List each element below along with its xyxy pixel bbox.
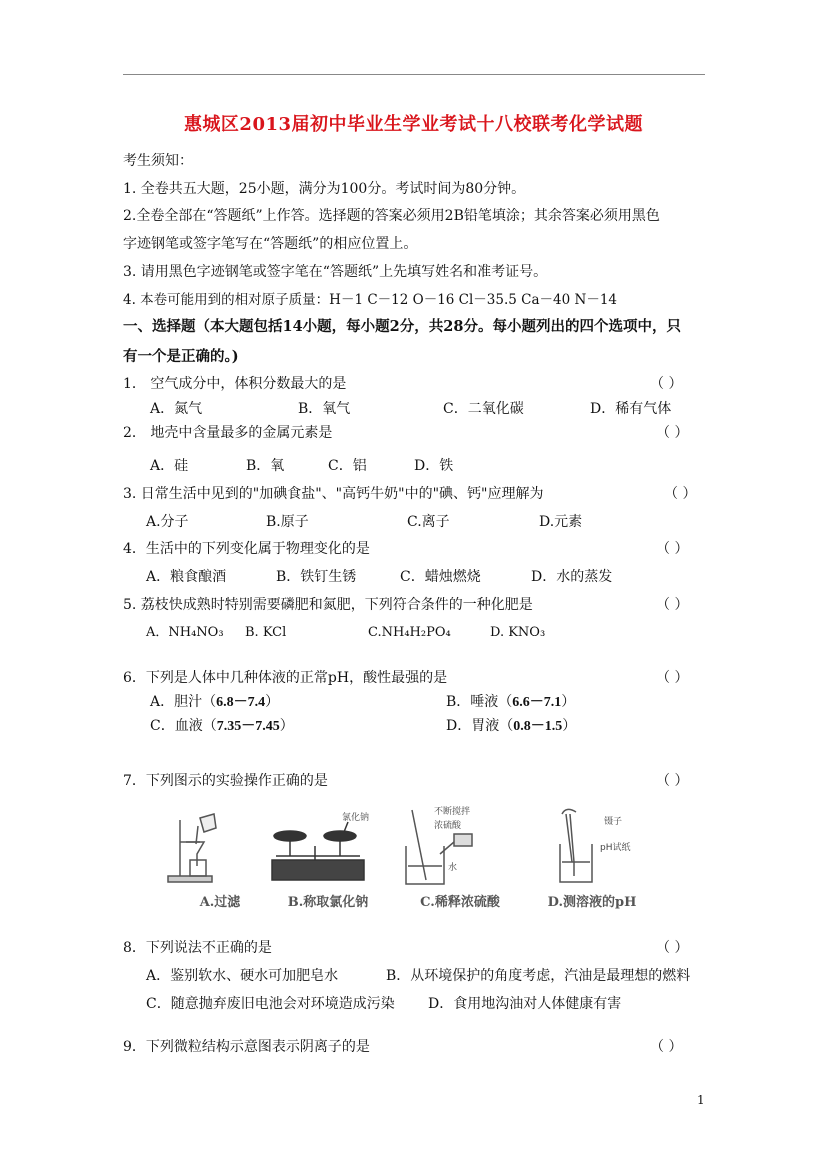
question-stem: 2． 地壳中含量最多的金属元素是 (123, 425, 333, 441)
option: B.原子 (266, 514, 309, 530)
question-stem: 8．下列说法不正确的是 (123, 940, 272, 956)
notice-item: 字迹钢笔或签字笔写在“答题纸”的相应位置上。 (123, 236, 418, 252)
notice-item: 4. 本卷可能用到的相对原子质量：H－1 C－12 O－16 Cl－35.5 Ca－40 N－14 (123, 292, 617, 308)
answer-blank[interactable]: （ ） (656, 541, 689, 557)
figure-ph-test (532, 806, 652, 910)
figure-dilution (400, 806, 520, 910)
answer-blank[interactable]: （ ） (656, 670, 689, 686)
option: B．从环境保护的角度考虑，汽油是最理想的燃料 (386, 968, 691, 984)
question-stem: 4．生活中的下列变化属于物理变化的是 (123, 541, 370, 557)
option: A．硅 (150, 458, 189, 474)
answer-blank[interactable]: （ ） (664, 486, 697, 502)
question-stem: 9．下列微粒结构示意图表示阴离子的是 (123, 1039, 370, 1055)
answer-blank[interactable]: （ ） (650, 376, 683, 392)
tweezers-label: 镊子 (604, 817, 623, 827)
option: C.NH₄H₂PO₄ (368, 625, 451, 640)
filtration-drawing (160, 806, 280, 890)
section-heading-cont: 有一个是正确的。) (123, 348, 239, 365)
notice-item: 3. 请用黑色字迹钢笔或签字笔在“答题纸”上先填写姓名和准考证号。 (123, 264, 548, 280)
option: C.离子 (407, 514, 450, 530)
figure-caption: B.称取氯化钠 (287, 895, 369, 910)
option: C．血液（7.35－7.45） (150, 718, 294, 734)
question-stem: 5. 荔枝快成熟时特别需要磷肥和氮肥，下列符合条件的一种化肥是 (123, 597, 533, 613)
option: A．粮食酿酒 (146, 569, 227, 585)
option: B．唾液（6.6－7.1） (446, 694, 576, 710)
option: A．胆汁（6.8－7.4） (150, 694, 280, 710)
option: D．水的蒸发 (531, 569, 613, 585)
notice-item: 2.全卷全部在“答题纸”上作答。选择题的答案必须用2B铅笔填涂；其余答案必须用黑色 (123, 208, 660, 224)
answer-blank[interactable]: （ ） (656, 597, 689, 613)
acid-label: 浓硫酸 (434, 821, 462, 831)
option: B．氧气 (298, 401, 351, 417)
figure-caption: C.稀释浓硫酸 (420, 895, 500, 910)
answer-blank[interactable]: （ ） (656, 940, 689, 956)
notice-heading: 考生须知： (123, 153, 193, 169)
option: B．铁钉生锈 (276, 569, 357, 585)
reagent-label: 氯化钠 (342, 813, 370, 823)
option: D．稀有气体 (590, 401, 672, 417)
water-label: 水 (448, 863, 458, 873)
option: A．鉴别软水、硬水可加肥皂水 (146, 968, 339, 984)
answer-blank[interactable]: （ ） (656, 773, 689, 789)
dilution-drawing (400, 806, 520, 890)
balance-drawing (268, 806, 388, 890)
question-stem: 3. 日常生活中见到的"加碘食盐"、"高钙牛奶"中的"碘、钙"应理解为 (123, 486, 544, 502)
figure-filtration (160, 806, 280, 910)
option: C．随意抛弃废旧电池会对环境造成污染 (146, 996, 395, 1012)
option: A.分子 (146, 514, 189, 530)
figure-balance (268, 806, 388, 910)
option: B. KCl (245, 625, 287, 640)
option: A．氮气 (150, 401, 203, 417)
experiment-figures (160, 806, 660, 910)
option: C．蜡烛燃烧 (400, 569, 481, 585)
option: D. KNO₃ (490, 625, 546, 640)
question-stem: 6．下列是人体中几种体液的正常pH，酸性最强的是 (123, 670, 448, 686)
option: C．铝 (328, 458, 367, 474)
option: D．食用地沟油对人体健康有害 (428, 996, 622, 1012)
option: D．铁 (414, 458, 454, 474)
option: D．胃液（0.8－1.5） (446, 718, 577, 734)
page-number: 1 (697, 1093, 705, 1107)
exam-title: 惠城区2013届初中毕业生学业考试十八校联考化学试题 (183, 114, 644, 135)
stirring-label: 不断搅拌 (434, 807, 471, 817)
notice-item: 1. 全卷共五大题，25小题，满分为100分。考试时间为80分钟。 (123, 181, 526, 197)
option: C．二氧化碳 (443, 401, 524, 417)
question-stem: 7．下列图示的实验操作正确的是 (123, 773, 328, 789)
option: A．NH₄NO₃ (146, 625, 224, 640)
answer-blank[interactable]: （ ） (650, 1039, 683, 1055)
ph-paper-label: pH试纸 (600, 843, 631, 853)
option: B．氧 (246, 458, 285, 474)
figure-caption: D.测溶液的pH (547, 895, 637, 910)
figure-caption: A.过滤 (199, 895, 241, 910)
option: D.元素 (539, 514, 583, 530)
section-heading: 一、选择题（本大题包括14小题，每小题2分，共28分。每小题列出的四个选项中，只 (123, 318, 681, 335)
question-stem: 1． 空气成分中，体积分数最大的是 (123, 376, 347, 392)
answer-blank[interactable]: （ ） (656, 425, 689, 441)
header-rule (123, 74, 705, 75)
ph-test-drawing (532, 806, 652, 890)
